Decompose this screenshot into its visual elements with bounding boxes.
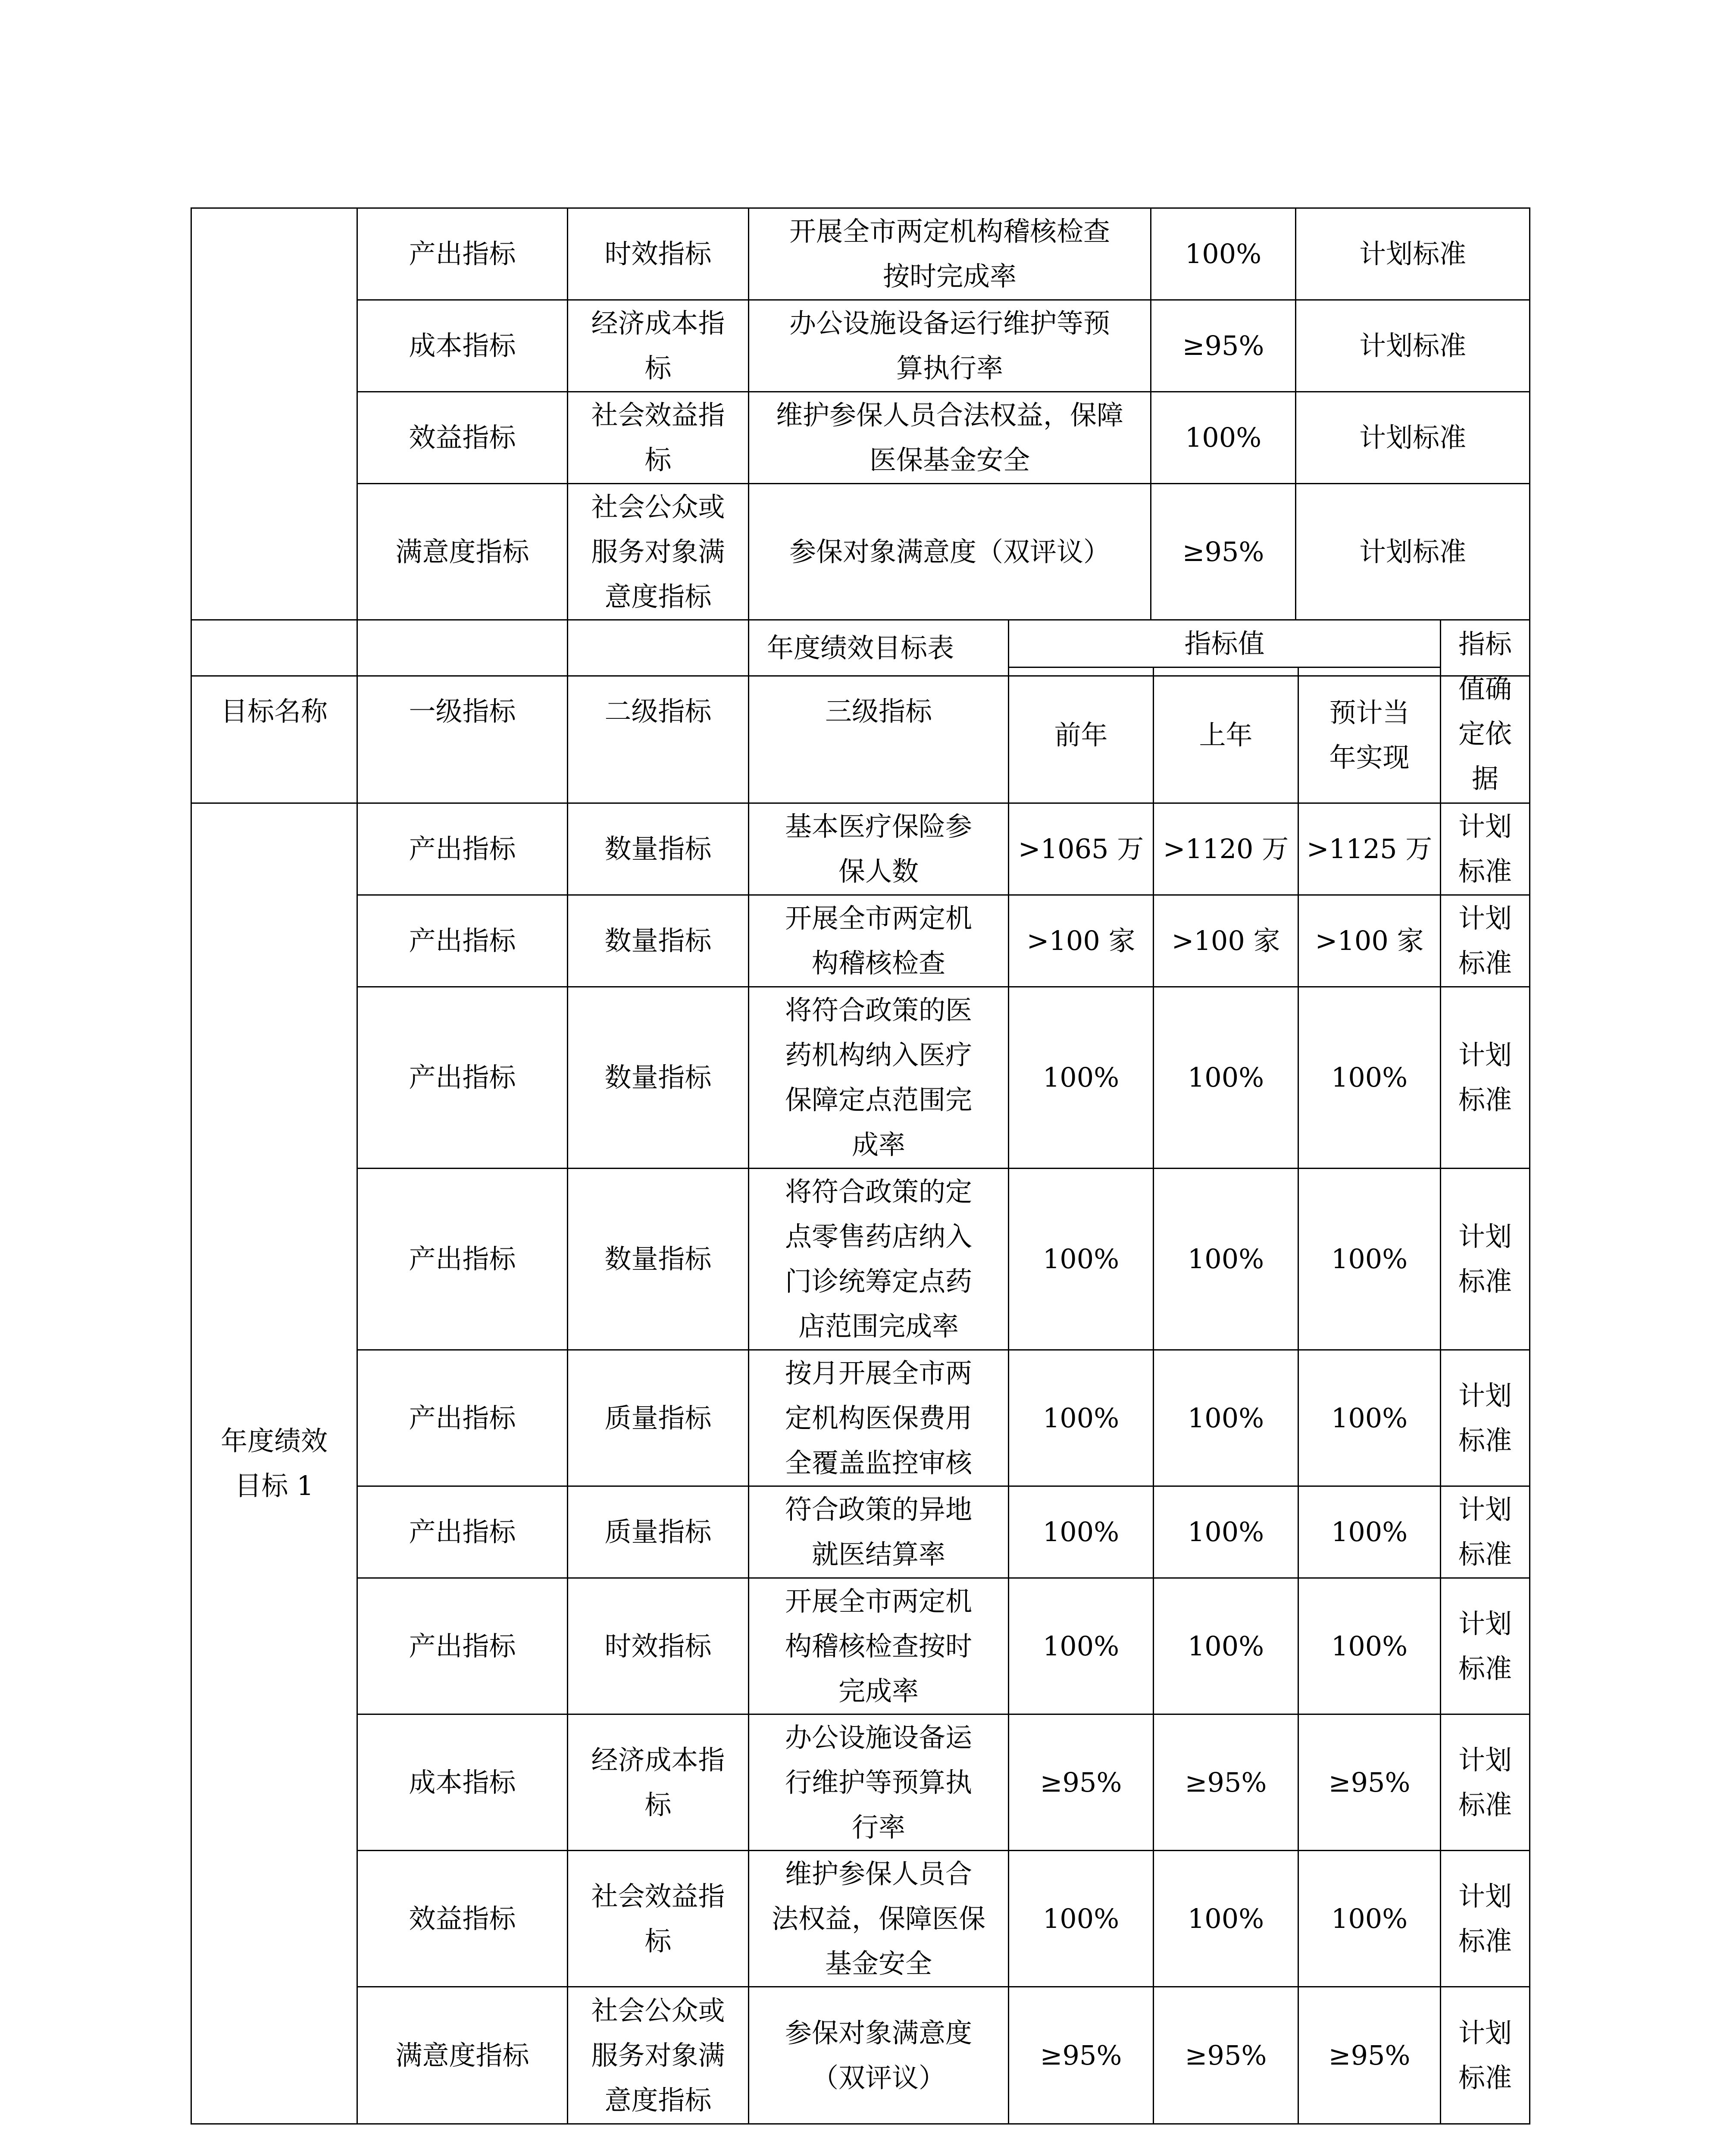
prev-year-cell: 100%: [1009, 1350, 1154, 1486]
level3-cell: 维护参保人员合 法权益，保障医保 基金安全: [749, 1851, 1009, 1987]
basis-cell: 计划标准: [1296, 208, 1530, 300]
level2-cell: 时效指标: [568, 208, 749, 300]
basis-cell: 计划标准: [1296, 484, 1530, 620]
level3-cell: 维护参保人员合法权益，保障 医保基金安全: [749, 392, 1151, 484]
table-row: [191, 895, 1530, 987]
expected-cell: ≥95%: [1298, 1987, 1441, 2124]
last-year-cell: 100%: [1154, 1169, 1298, 1350]
table-row: [191, 392, 1530, 484]
table-row: [191, 1987, 1530, 2124]
basis-cell: 计划标准: [1296, 392, 1530, 484]
prev-year-cell: 100%: [1009, 1486, 1154, 1578]
level1-cell: 满意度指标: [357, 1987, 568, 2124]
level3-cell: 参保对象满意度 （双评议）: [749, 1987, 1009, 2124]
level3-cell: 办公设施设备运 行维护等预算执 行率: [749, 1714, 1009, 1851]
table-row: [191, 1486, 1530, 1578]
level2-cell: 时效指标: [568, 1578, 749, 1714]
level1-cell: 产出指标: [357, 895, 568, 987]
header-indicator-value: 指标值: [1009, 620, 1441, 667]
basis-cell: 计划 标准: [1441, 1987, 1530, 2124]
level1-cell: 产出指标: [357, 1486, 568, 1578]
header-prev-year: 前年: [1009, 667, 1154, 803]
level1-cell: 效益指标: [357, 392, 568, 484]
level3-cell: 办公设施设备运行维护等预 算执行率: [749, 300, 1151, 392]
table-row: [191, 1851, 1530, 1987]
expected-cell: 100%: [1298, 1486, 1441, 1578]
basis-cell: 计划 标准: [1441, 1350, 1530, 1486]
table-row: [191, 484, 1530, 620]
last-year-cell: ≥95%: [1154, 1987, 1298, 2124]
level1-cell: 效益指标: [357, 1851, 568, 1987]
level1-cell: 产出指标: [357, 1350, 568, 1486]
basis-cell: 计划 标准: [1441, 987, 1530, 1169]
goal-name-cell-empty: [191, 208, 357, 620]
value-cell: ≥95%: [1151, 484, 1296, 620]
level2-cell: 经济成本指 标: [568, 300, 749, 392]
table-row: [191, 208, 1530, 300]
basis-cell: 计划 标准: [1441, 1714, 1530, 1851]
level3-cell: 参保对象满意度（双评议）: [749, 484, 1151, 620]
expected-cell: 100%: [1298, 1578, 1441, 1714]
last-year-cell: 100%: [1154, 1486, 1298, 1578]
table-caption: 年度绩效目标表: [191, 620, 1530, 676]
level1-cell: 成本指标: [357, 300, 568, 392]
level1-cell: 产出指标: [357, 208, 568, 300]
basis-cell: 计划 标准: [1441, 1486, 1530, 1578]
level3-cell: 开展全市两定机 构稽核检查按时 完成率: [749, 1578, 1009, 1714]
level2-cell: 社会公众或 服务对象满 意度指标: [568, 1987, 749, 2124]
basis-cell: 计划 标准: [1441, 803, 1530, 895]
prev-year-cell: 100%: [1009, 987, 1154, 1169]
table-row: [191, 300, 1530, 392]
header-row: [191, 620, 1530, 667]
level3-cell: 将符合政策的医 药机构纳入医疗 保障定点范围完 成率: [749, 987, 1009, 1169]
continued-indicator-table: [191, 207, 1530, 677]
header-level2: 二级指标: [568, 620, 749, 803]
level1-cell: 满意度指标: [357, 484, 568, 620]
value-cell: 100%: [1151, 392, 1296, 484]
last-year-cell: 100%: [1154, 1851, 1298, 1987]
table-row: [191, 987, 1530, 1169]
prev-year-cell: >100 家: [1009, 895, 1154, 987]
expected-cell: 100%: [1298, 1851, 1441, 1987]
level1-cell: 产出指标: [357, 1578, 568, 1714]
expected-cell: ≥95%: [1298, 1714, 1441, 1851]
level2-cell: 数量指标: [568, 895, 749, 987]
level2-cell: 数量指标: [568, 987, 749, 1169]
level2-cell: 经济成本指 标: [568, 1714, 749, 1851]
level2-cell: 数量指标: [568, 1169, 749, 1350]
level3-cell: 将符合政策的定 点零售药店纳入 门诊统筹定点药 店范围完成率: [749, 1169, 1009, 1350]
prev-year-cell: >1065 万: [1009, 803, 1154, 895]
expected-cell: >100 家: [1298, 895, 1441, 987]
last-year-cell: 100%: [1154, 1350, 1298, 1486]
level3-cell: 开展全市两定机构稽核检查 按时完成率: [749, 208, 1151, 300]
basis-cell: 计划标准: [1296, 300, 1530, 392]
level2-cell: 质量指标: [568, 1350, 749, 1486]
goal-name-cell: 年度绩效 目标 1: [191, 803, 357, 2124]
level2-cell: 数量指标: [568, 803, 749, 895]
table-row: [191, 1169, 1530, 1350]
header-level3: 三级指标: [749, 620, 1009, 803]
prev-year-cell: ≥95%: [1009, 1987, 1154, 2124]
value-cell: 100%: [1151, 208, 1296, 300]
level1-cell: 成本指标: [357, 1714, 568, 1851]
level1-cell: 产出指标: [357, 1169, 568, 1350]
basis-cell: 计划 标准: [1441, 895, 1530, 987]
prev-year-cell: 100%: [1009, 1578, 1154, 1714]
header-expected: 预计当 年实现: [1298, 667, 1441, 803]
prev-year-cell: 100%: [1009, 1851, 1154, 1987]
level1-cell: 产出指标: [357, 803, 568, 895]
expected-cell: 100%: [1298, 1350, 1441, 1486]
annual-performance-goal-table: [191, 619, 1530, 2125]
value-cell: ≥95%: [1151, 300, 1296, 392]
table-row: [191, 803, 1530, 895]
level2-cell: 社会公众或 服务对象满 意度指标: [568, 484, 749, 620]
header-basis: 指标 值确 定依 据: [1441, 620, 1530, 803]
last-year-cell: 100%: [1154, 987, 1298, 1169]
expected-cell: >1125 万: [1298, 803, 1441, 895]
expected-cell: 100%: [1298, 987, 1441, 1169]
prev-year-cell: ≥95%: [1009, 1714, 1154, 1851]
level2-cell: 质量指标: [568, 1486, 749, 1578]
header-last-year: 上年: [1154, 667, 1298, 803]
level1-cell: 产出指标: [357, 987, 568, 1169]
level2-cell: 社会效益指 标: [568, 1851, 749, 1987]
basis-cell: 计划 标准: [1441, 1169, 1530, 1350]
level3-cell: 按月开展全市两 定机构医保费用 全覆盖监控审核: [749, 1350, 1009, 1486]
level3-cell: 符合政策的异地 就医结算率: [749, 1486, 1009, 1578]
header-level1: 一级指标: [357, 620, 568, 803]
prev-year-cell: 100%: [1009, 1169, 1154, 1350]
table-row: [191, 1350, 1530, 1486]
last-year-cell: 100%: [1154, 1578, 1298, 1714]
last-year-cell: >1120 万: [1154, 803, 1298, 895]
basis-cell: 计划 标准: [1441, 1578, 1530, 1714]
level2-cell: 社会效益指 标: [568, 392, 749, 484]
last-year-cell: ≥95%: [1154, 1714, 1298, 1851]
header-goal-name: 目标名称: [191, 620, 357, 803]
expected-cell: 100%: [1298, 1169, 1441, 1350]
table-row: [191, 1578, 1530, 1714]
level3-cell: 基本医疗保险参 保人数: [749, 803, 1009, 895]
table-row: [191, 1714, 1530, 1851]
level3-cell: 开展全市两定机 构稽核检查: [749, 895, 1009, 987]
last-year-cell: >100 家: [1154, 895, 1298, 987]
basis-cell: 计划 标准: [1441, 1851, 1530, 1987]
